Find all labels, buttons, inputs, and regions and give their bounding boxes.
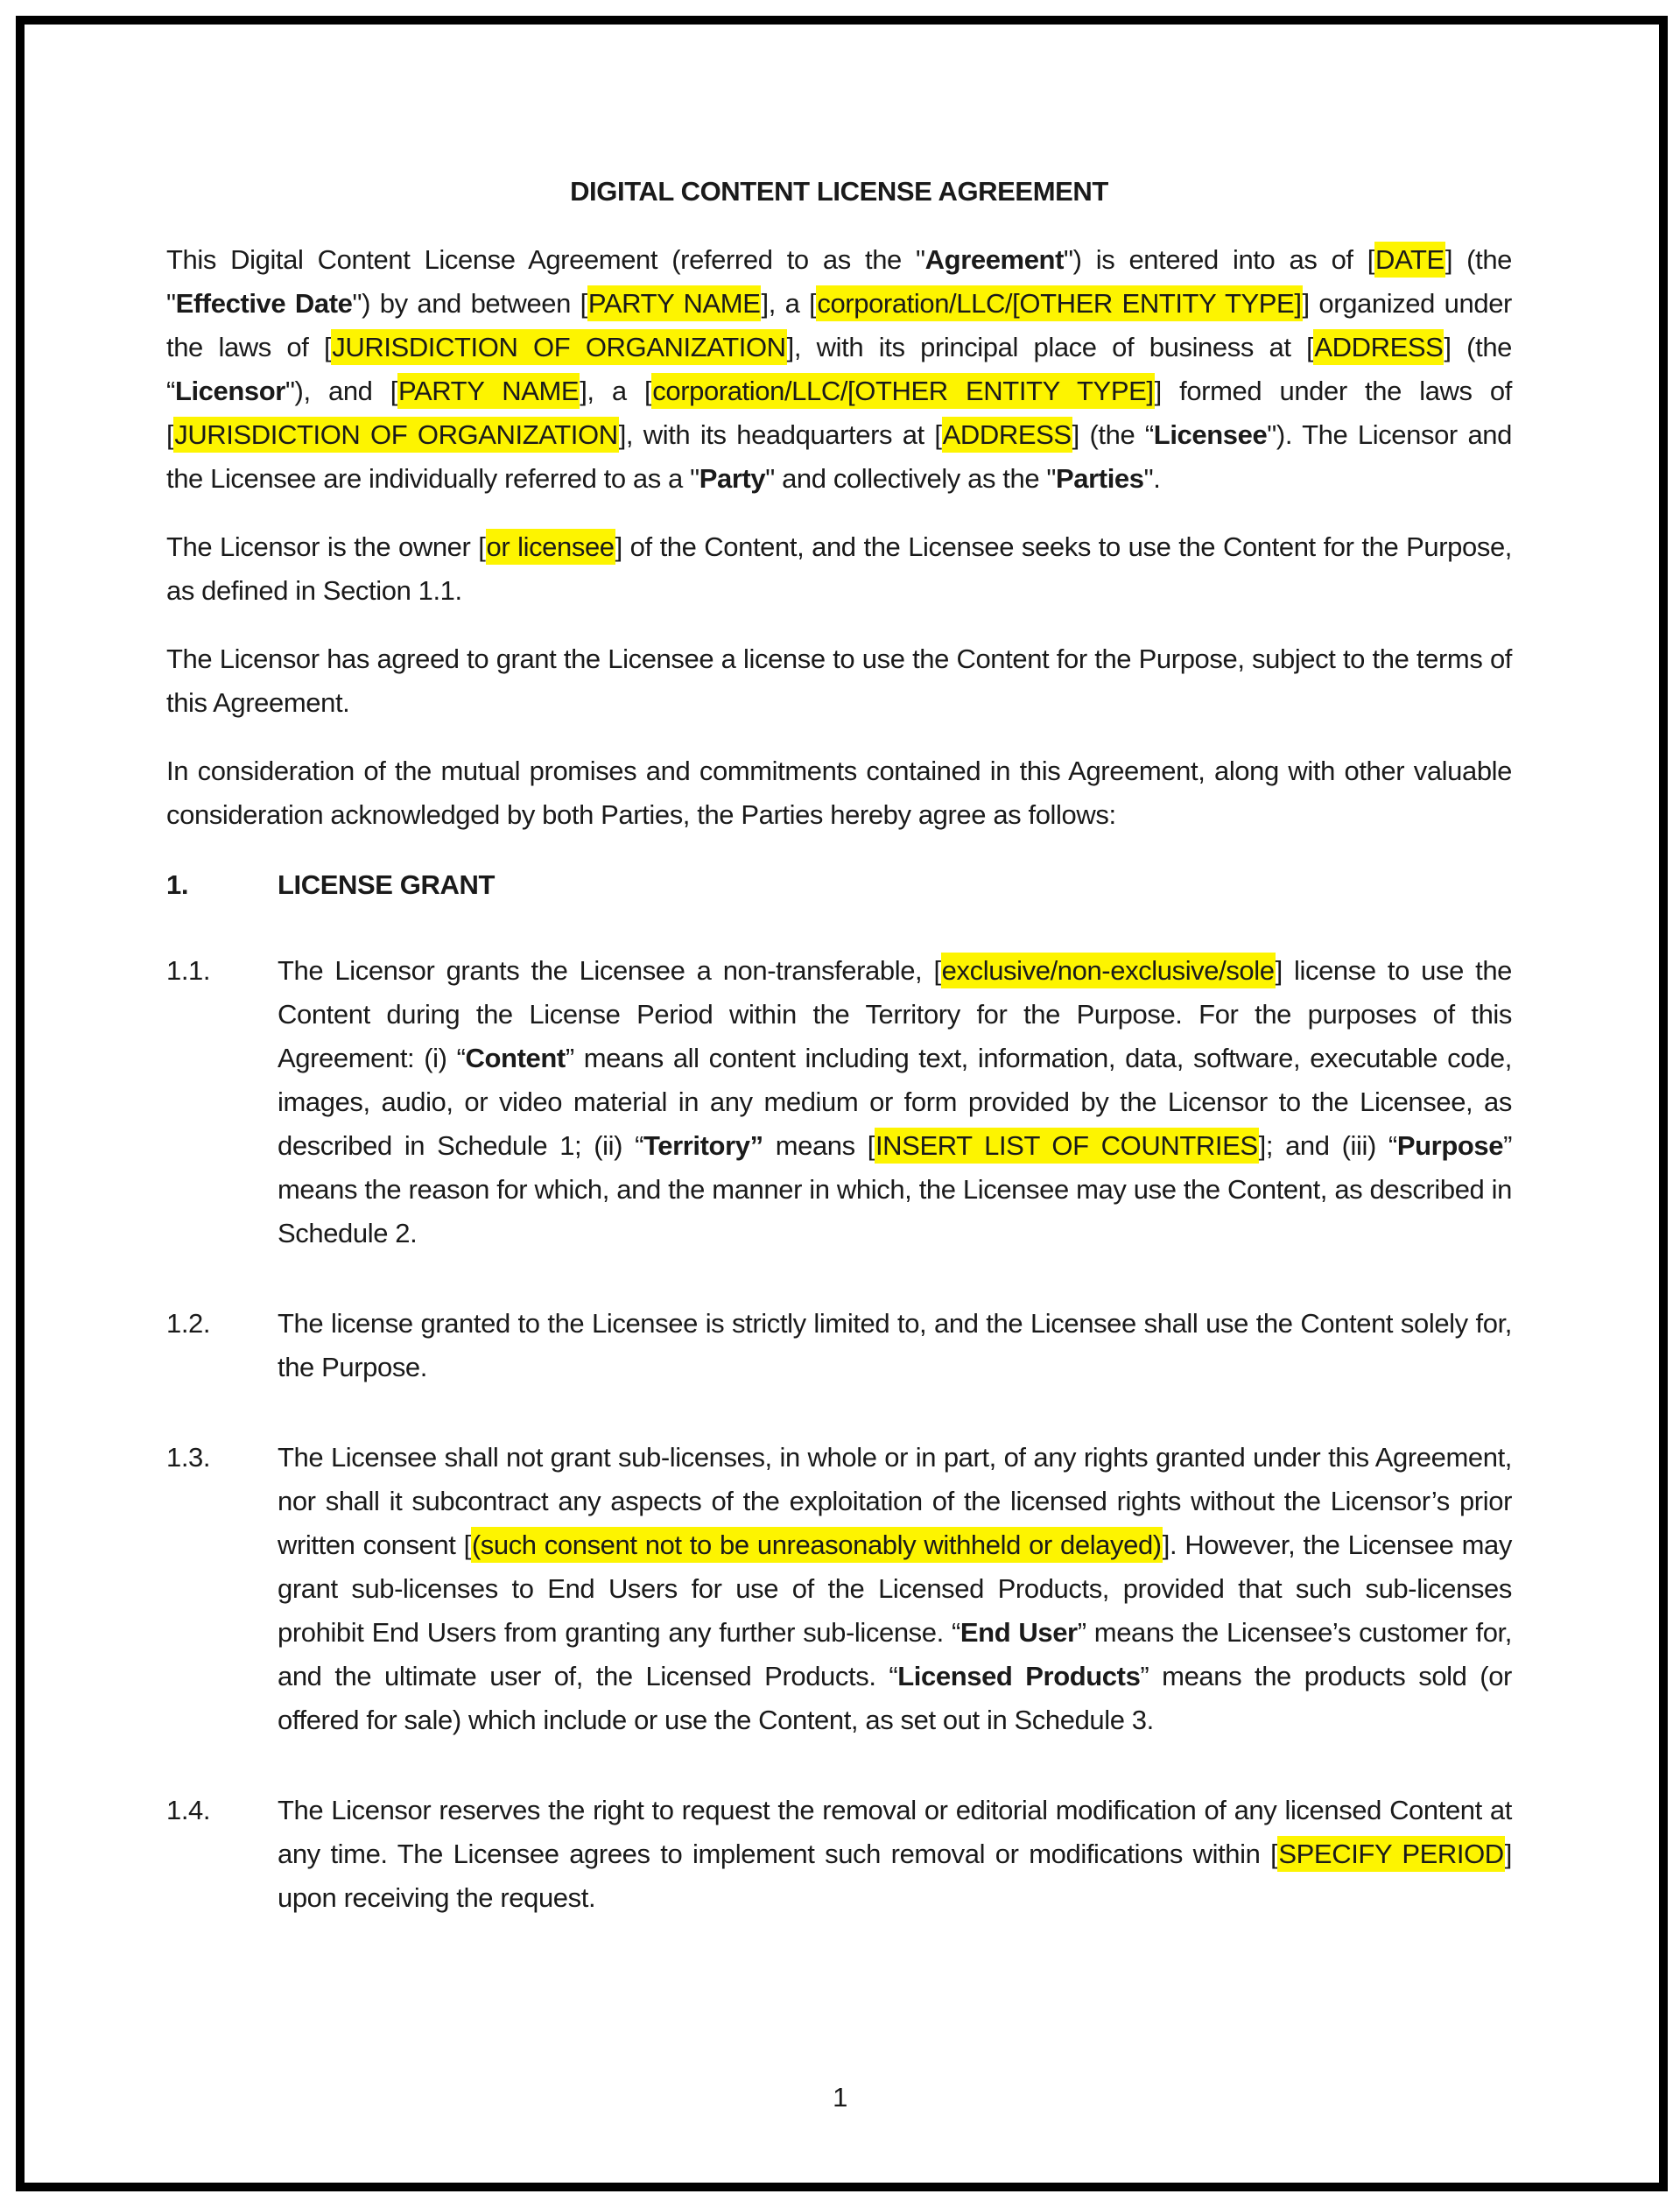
text-run: The Licensee shall not grant sub-licenses, in whole or in part, of any rights granted under this Agreement, nor shall it subcontract any aspects of the exploitation of the licensed rights without the Licensor’s prior written consent [ [278,1442,1512,1560]
text-run: Content [465,1043,566,1073]
paragraph [166,637,1512,725]
text-run: ] upon receiving the request. [278,1839,1513,1913]
text-run: Purpose [1396,1130,1504,1161]
text-run: ] organized under the laws of [ [166,288,1512,362]
text-run: ” means the products sold (or offered for sale) which include or use the Content, as set out in Schedule 3. [278,1661,1512,1735]
text-run: The Licensor reserves the right to request the removal or editorial modification of any licensed Content at any time. The Licensee agrees to implement such removal or modifications within [ [278,1795,1512,1869]
text-run: The license granted to the Licensee is strictly limited to, and the Licensee shall use the Content solely for, the Purpose. [278,1308,1512,1382]
text-run: End User [959,1617,1078,1648]
highlighted-placeholder: corporation/LLC/[OTHER ENTITY TYPE] [816,285,1302,321]
text-run: ” means the Licensee’s customer for, and the ultimate user of, the Licensed Products. “ [278,1617,1512,1691]
text-run: In consideration of the mutual promises and commitments contained in this Agreement, along with other valuable consideration acknowledged by both Parties, the Parties hereby agree as follows: [166,756,1512,830]
text-run: ” means the reason for which, and the manner in which, the Licensee may use the Content, as described in Schedule 2. [278,1130,1513,1248]
highlighted-placeholder: or licensee [486,529,615,565]
text-run: Territory” [643,1130,763,1161]
text-run: ] (the " [166,244,1513,319]
text-run: "), and [ [285,376,397,406]
list-number: 1.1. [166,955,211,986]
text-run: ], a [ [580,376,652,406]
text-run: The Licensor has agreed to grant the Licensee a license to use the Content for the Purpose, subject to the terms of this Agreement. [166,643,1512,718]
paragraph [166,1436,1512,1742]
text-run: Licensee [1153,419,1268,450]
text-run: ], with its principal place of business at [ [786,332,1314,362]
text-run: ] license to use the Content during the License Period within the Territory for the Purpose. For the purposes of this Agreement: (i) “ [278,955,1512,1073]
text-run: ] of the Content, and the Licensee seeks to use the Content for the Purpose, as defined in Section 1.1. [166,531,1513,606]
list-number: 1.2. [166,1308,211,1339]
text-run: ] (the “ [166,332,1512,406]
text-run: ") is entered into as of [ [1064,244,1375,275]
highlighted-placeholder: (such consent not to be unreasonably withheld or delayed) [471,1527,1163,1563]
highlighted-placeholder: corporation/LLC/[OTHER ENTITY TYPE] [651,373,1154,409]
text-run: Agreement [924,244,1065,275]
page-number: 1 [833,2082,847,2113]
highlighted-placeholder: INSERT LIST OF COUNTRIES [875,1128,1259,1164]
text-run: The Licensor is the owner [ [166,531,486,562]
highlighted-placeholder: ADDRESS [1313,329,1444,365]
list-number: 1.3. [166,1442,211,1473]
text-run: ") by and between [ [352,288,587,319]
text-run: ]; and (iii) “ [1258,1130,1397,1161]
highlighted-placeholder: PARTY NAME [587,285,762,321]
highlighted-placeholder: JURISDICTION OF ORGANIZATION [331,329,786,365]
list-number: 1.4. [166,1795,211,1825]
document-title [166,170,1512,214]
text-run: Licensed Products [897,1661,1141,1691]
highlighted-placeholder: exclusive/non-exclusive/sole [941,953,1276,988]
paragraph [166,949,1512,1255]
paragraph [166,1302,1512,1389]
highlighted-placeholder: SPECIFY PERIOD [1277,1836,1504,1872]
text-run: Parties [1055,463,1144,494]
highlighted-placeholder: JURISDICTION OF ORGANIZATION [173,417,618,453]
section-heading [166,863,1512,907]
paragraph [166,1789,1512,1920]
paragraph [166,238,1512,501]
text-run: ” means all content including text, information, data, software, executable code, images, audio, or video material in any medium or form provided by the Licensor to the Licensee, as described in Schedule 1; (ii) “ [278,1043,1512,1161]
paragraph [166,749,1512,837]
list-number: 1. [166,869,189,900]
text-run: ] formed under the laws of [ [166,376,1512,450]
text-run: LICENSE GRANT [278,869,495,900]
text-run: The Licensor grants the Licensee a non-transferable, [ [278,955,941,986]
text-run: This Digital Content License Agreement (referred to as the " [166,244,925,275]
text-run: Party [699,463,766,494]
text-run: ]. However, the Licensee may grant sub-licenses to End Users for use of the Licensed Products, provided that such sub-licenses prohibit End Users from granting any further sub-license. “ [278,1529,1512,1648]
paragraph [166,525,1512,613]
document-content [166,0,1512,1966]
text-run: " and collectively as the " [765,463,1056,494]
highlighted-placeholder: ADDRESS [942,417,1072,453]
text-run: ] (the “ [1072,419,1154,450]
text-run: ". [1143,463,1161,494]
text-run: "). The Licensor and the Licensee are individually referred to as a " [166,419,1512,494]
text-run: ], a [ [761,288,817,319]
text-run: DIGITAL CONTENT LICENSE AGREEMENT [570,176,1108,207]
text-run: means [ [763,1130,875,1161]
highlighted-placeholder: DATE [1374,242,1445,278]
highlighted-placeholder: PARTY NAME [397,373,580,409]
text-run: ], with its headquarters at [ [618,419,942,450]
text-run: Effective Date [175,288,353,319]
text-run: Licensor [174,376,285,406]
